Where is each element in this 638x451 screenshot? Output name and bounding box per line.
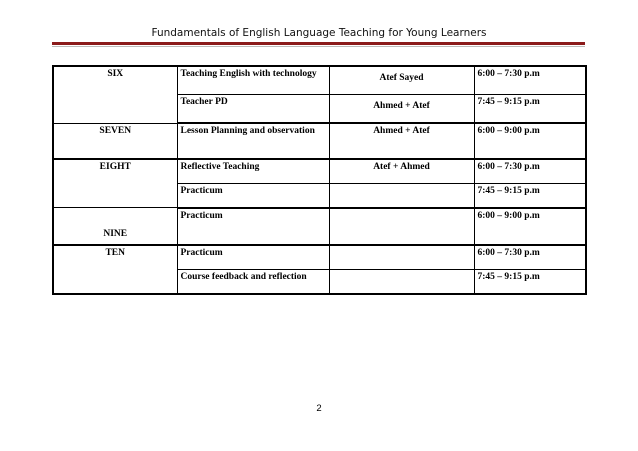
- time-cell: 7:45 – 9:15 p.m: [474, 95, 586, 124]
- topic-cell: Lesson Planning and observation: [177, 123, 329, 159]
- page-number: 2: [316, 403, 322, 414]
- topic-cell: Teaching English with technology: [177, 66, 329, 95]
- time-cell: 6:00 – 9:00 p.m: [474, 208, 586, 246]
- header-rule: [52, 42, 585, 45]
- session-label: EIGHT: [53, 159, 177, 208]
- time-cell: 6:00 – 7:30 p.m: [474, 66, 586, 95]
- table-row: [53, 123, 586, 159]
- topic-cell: Practicum: [177, 245, 329, 270]
- table-row: [53, 245, 586, 270]
- page-header-title: Fundamentals of English Language Teaching for Young Learners: [151, 27, 487, 39]
- time-cell: 7:45 – 9:15 p.m: [474, 270, 586, 295]
- table-row: [53, 159, 586, 184]
- session-label: NINE: [53, 208, 177, 246]
- session-label: SEVEN: [53, 123, 177, 159]
- presenter-cell: [329, 270, 474, 295]
- presenter-cell: [329, 208, 474, 246]
- presenter-cell: Atef + Ahmed: [329, 159, 474, 184]
- topic-cell: Reflective Teaching: [177, 159, 329, 184]
- time-cell: 7:45 – 9:15 p.m: [474, 183, 586, 208]
- time-cell: 6:00 – 7:30 p.m: [474, 159, 586, 184]
- presenter-cell: [329, 245, 474, 270]
- time-cell: 6:00 – 9:00 p.m: [474, 123, 586, 159]
- topic-cell: Practicum: [177, 183, 329, 208]
- topic-cell: Course feedback and reflection: [177, 270, 329, 295]
- presenter-cell: Ahmed + Atef: [329, 95, 474, 124]
- presenter-cell: [329, 183, 474, 208]
- presenter-cell: Ahmed + Atef: [329, 123, 474, 159]
- header-rule-shadow: [52, 46, 585, 47]
- table-row: [53, 66, 586, 95]
- session-label: SIX: [53, 66, 177, 123]
- schedule-table: [52, 65, 587, 295]
- topic-cell: Practicum: [177, 208, 329, 246]
- session-label: TEN: [53, 245, 177, 294]
- presenter-cell: Atef Sayed: [329, 66, 474, 95]
- topic-cell: Teacher PD: [177, 95, 329, 124]
- table-row: [53, 208, 586, 246]
- time-cell: 6:00 – 7:30 p.m: [474, 245, 586, 270]
